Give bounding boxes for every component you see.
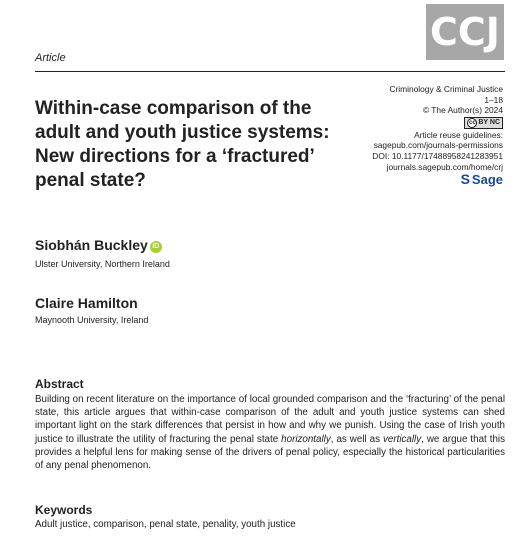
author-affiliation-1: Ulster University, Northern Ireland	[35, 259, 170, 269]
publisher-logo: S Sage	[460, 171, 503, 188]
abstract-text: Building on recent literature on the importance of local grounded comparison and the ‘fracturing’ of the penal state, this article argues that within-case comparison of the adult and youth justice systems can shed important light on the stark differences that persist in how and why we punish. Using the case of Irish youth justice to illustrate the utility of fracturing the penal state horizontally, as well as vertically, we argue that this provides a helpful lens for making sense of the drivers of penal policy, especially the historical particularities of any penal phenomenon.	[35, 394, 505, 472]
doi-link[interactable]: DOI: 10.1177/17488958241283951	[372, 150, 503, 161]
orcid-icon[interactable]: iD	[150, 241, 162, 253]
emphasis-horizontally: horizontally	[281, 433, 331, 445]
emphasis-vertically: vertically	[383, 433, 422, 445]
sage-s-icon: S	[460, 171, 470, 188]
cc-license-icon[interactable]: cc BY NC	[464, 117, 503, 129]
author-name-2: Claire Hamilton	[35, 295, 138, 311]
journal-name: Criminology & Criminal Justice	[389, 84, 503, 94]
header-divider	[35, 71, 505, 72]
reuse-label: Article reuse guidelines:	[414, 129, 503, 140]
journal-logo: CCJ	[426, 4, 504, 60]
keywords-text: Adult justice, comparison, penal state, penality, youth justice	[35, 519, 296, 530]
author-affiliation-2: Maynooth University, Ireland	[35, 315, 149, 325]
journal-link[interactable]: journals.sagepub.com/home/crj	[386, 161, 503, 172]
keywords-heading: Keywords	[35, 503, 93, 517]
author-name-1: Siobhán Buckley iD	[35, 237, 162, 253]
reuse-link[interactable]: sagepub.com/journals-permissions	[373, 140, 503, 151]
journal-meta	[372, 84, 503, 187]
article-type-label: Article	[35, 52, 66, 64]
abstract-heading: Abstract	[35, 377, 84, 391]
page-range: 1–18	[484, 94, 503, 105]
article-title: Within-case comparison of the adult and youth justice systems: New directions for a ‘fractured’ penal state?	[35, 98, 330, 191]
copyright-line: © The Author(s) 2024	[422, 105, 503, 116]
